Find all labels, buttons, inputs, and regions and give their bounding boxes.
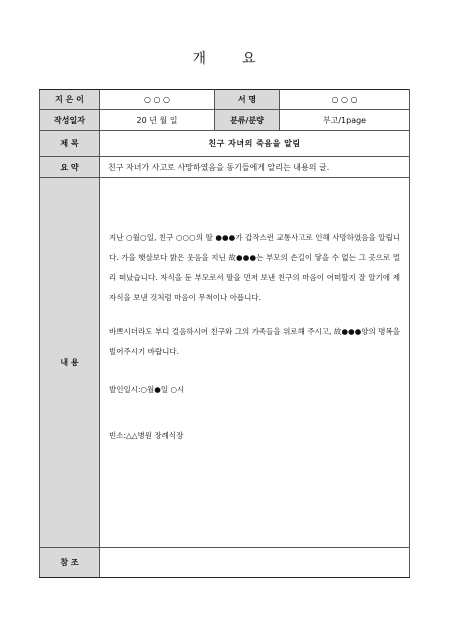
category-value: 부고/1page: [280, 110, 410, 131]
date-row: [40, 110, 410, 131]
writer-row: [40, 90, 410, 110]
subject-label: 제 목: [40, 131, 100, 157]
date-value: 20 년 월 일: [100, 110, 215, 131]
summary-value: 친구 자녀가 사고로 사망하였음을 동기들에게 알리는 내용의 글.: [100, 157, 410, 178]
content-body: [100, 178, 410, 548]
content-row: [40, 178, 410, 548]
sign-label: 서 명: [215, 90, 280, 110]
summary-row: [40, 157, 410, 178]
page-title: [0, 48, 450, 68]
writer-label: 지 은 이: [40, 90, 100, 110]
date-label: 작성일자: [40, 110, 100, 131]
document-form-table: [39, 89, 410, 578]
content-paragraph-4: 빈소:△△병원 장례식장: [109, 431, 184, 440]
reference-value: [100, 548, 410, 578]
writer-value: ○ ○ ○: [100, 90, 215, 110]
content-paragraph-1: 지난 ○월○일, 친구 ○○○의 딸 ●●●가 갑작스런 교통사고로 인해 사망하였음을 알립니다. 가을 햇살보다 밝은 웃음을 지닌 故●●●는 부모의 손길이 닿을 수 없는 그 곳으로 멀리 떠났습니다. 자식을 둔 부모로서 딸을 먼저 보낸 친구의 마음이 어떠할지 잘 알기에 제 자식을 보낸 것처럼 마음이 무척이나 아픕니다.: [109, 233, 400, 302]
reference-label: 참 조: [40, 548, 100, 578]
subject-value: 친구 자녀의 죽음을 알림: [100, 131, 410, 157]
page-title-char-2: 요: [242, 51, 258, 67]
category-label: 분류/분량: [215, 110, 280, 131]
summary-label: 요 약: [40, 157, 100, 178]
content-paragraph-3: 발인일시:○월●일 ○시: [109, 385, 185, 394]
content-paragraph-2: 바쁘시더라도 부디 걸음하시어 친구와 그의 가족들을 위로해 주시고, 故●●●양의 명복을 빌어주시기 바랍니다.: [109, 327, 400, 356]
content-label: 내 용: [40, 178, 100, 548]
page-title-char-1: 개: [192, 51, 208, 67]
reference-row: [40, 548, 410, 578]
sign-value: ○ ○ ○: [280, 90, 410, 110]
subject-row: [40, 131, 410, 157]
